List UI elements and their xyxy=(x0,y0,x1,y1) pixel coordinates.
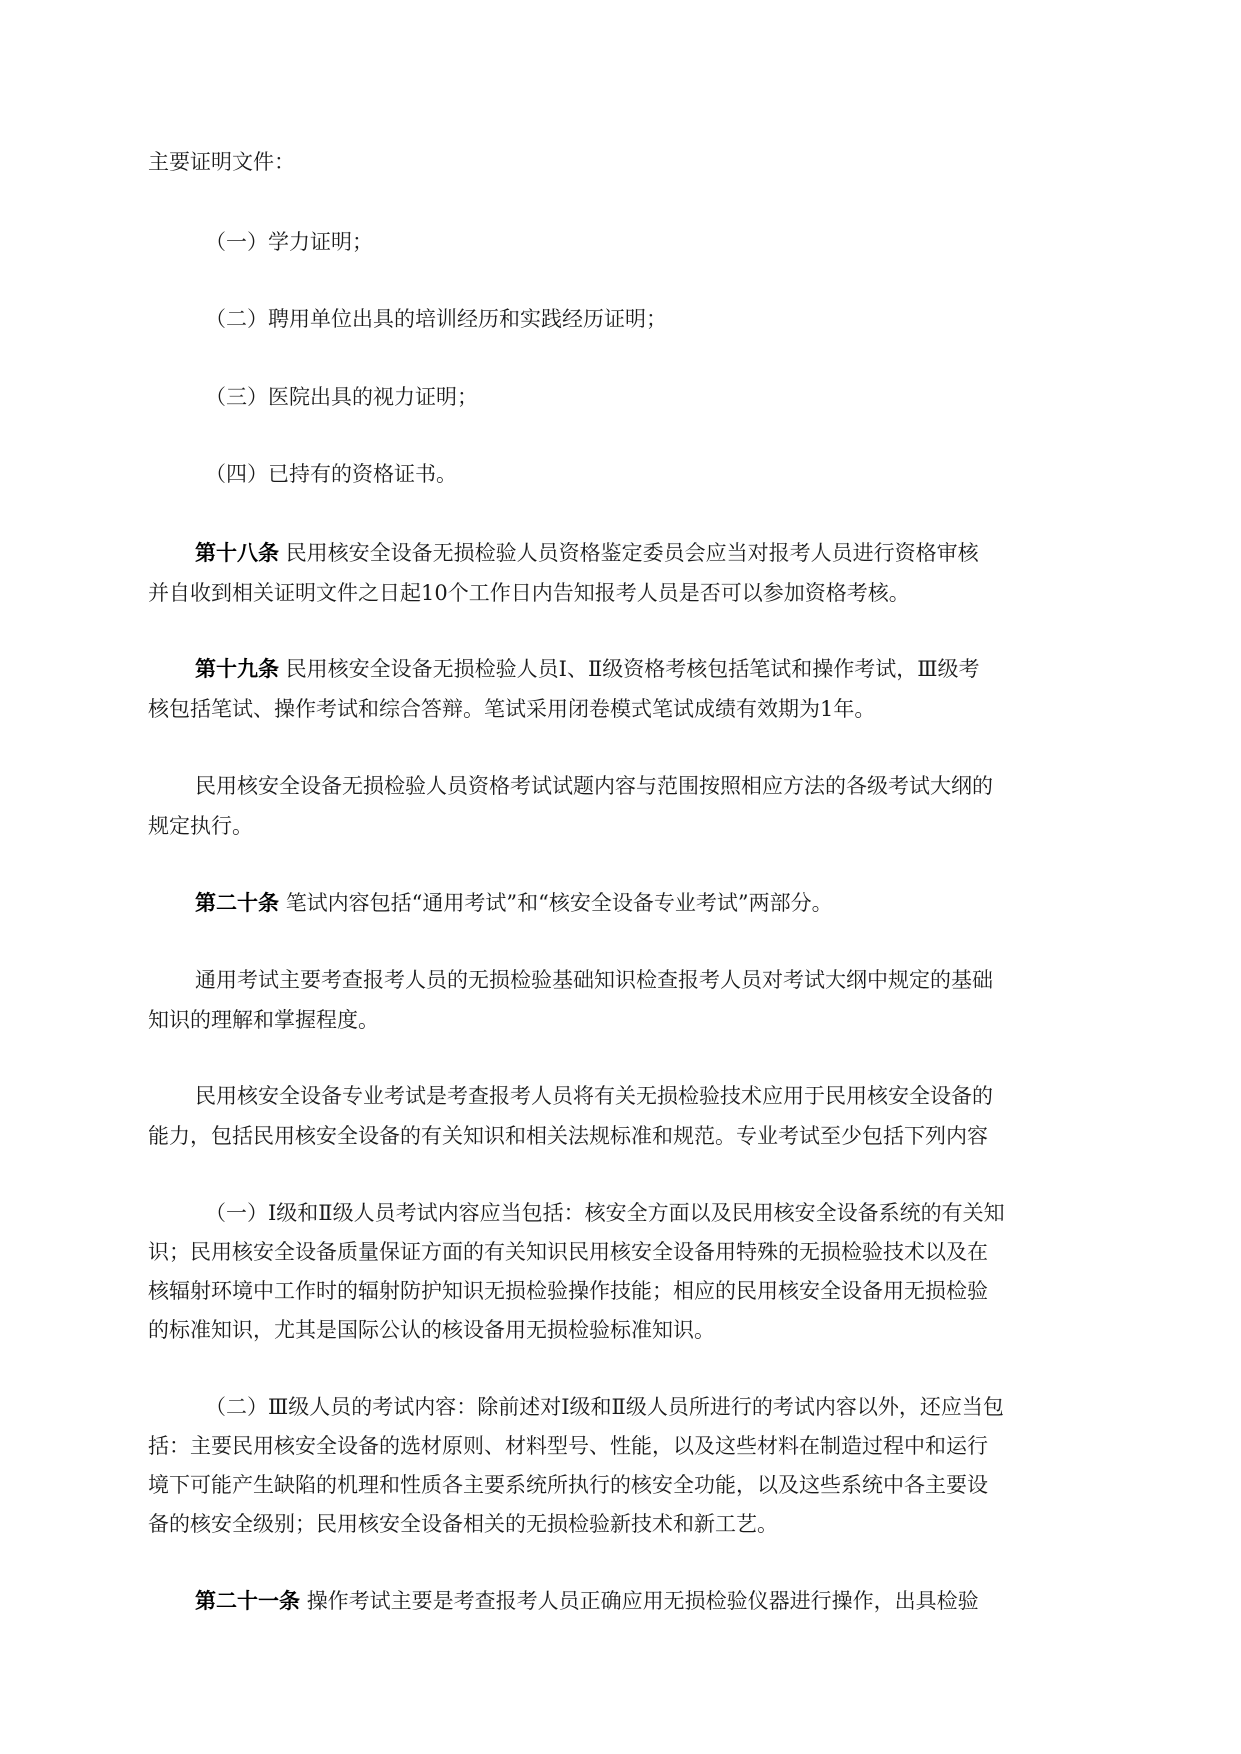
list-item-1: （一）学力证明； xyxy=(205,230,373,254)
article-20-item-1-line-1: （一）Ⅰ级和Ⅱ级人员考试内容应当包括：核安全方面以及民用核安全设备系统的有关知 xyxy=(205,1201,1005,1225)
article-18-heading: 第十八条 xyxy=(195,540,279,565)
list-item-3: （三）医院出具的视力证明； xyxy=(205,385,478,409)
article-20-item-2-line-4: 备的核安全级别；民用核安全设备相关的无损检验新技术和新工艺。 xyxy=(148,1512,778,1536)
article-20-text: 笔试内容包括“通用考试”和“核安全设备专业考试”两部分。 xyxy=(285,891,833,915)
article-19-p2-line-1: 民用核安全设备无损检验人员资格考试试题内容与范围按照相应方法的各级考试大纲的 xyxy=(195,774,993,798)
article-19-line-1 xyxy=(195,653,980,683)
list-item-4: （四）已持有的资格证书。 xyxy=(205,462,457,486)
article-18-text: 民用核安全设备无损检验人员资格鉴定委员会应当对报考人员进行资格审核 xyxy=(285,541,979,565)
article-20-item-1-line-3: 核辐射环境中工作时的辐射防护知识无损检验操作技能；相应的民用核安全设备用无损检验 xyxy=(148,1279,988,1303)
article-20-item-2-line-2: 括：主要民用核安全设备的选材原则、材料型号、性能，以及这些材料在制造过程中和运行 xyxy=(148,1434,988,1458)
text-body xyxy=(148,0,1116,1754)
article-20-item-1-line-4: 的标准知识，尤其是国际公认的核设备用无损检验标准知识。 xyxy=(148,1318,715,1342)
article-21-line-1 xyxy=(195,1585,979,1615)
article-20-item-1-line-2: 识；民用核安全设备质量保证方面的有关知识民用核安全设备用特殊的无损检验技术以及在 xyxy=(148,1240,988,1264)
article-19-line-2: 核包括笔试、操作考试和综合答辩。笔试采用闭卷模式笔试成绩有效期为1年。 xyxy=(148,697,876,721)
article-21-text: 操作考试主要是考查报考人员正确应用无损检验仪器进行操作，出具检验 xyxy=(306,1589,979,1613)
article-20-item-2-line-1: （二）Ⅲ级人员的考试内容：除前述对Ⅰ级和Ⅱ级人员所进行的考试内容以外，还应当包 xyxy=(205,1395,1004,1419)
paragraph-intro: 主要证明文件： xyxy=(148,150,295,174)
article-19-text: 民用核安全设备无损检验人员Ⅰ、Ⅱ级资格考核包括笔试和操作考试，Ⅲ级考 xyxy=(285,657,980,681)
article-21-heading: 第二十一条 xyxy=(195,1588,300,1613)
article-20-p2-line-2: 知识的理解和掌握程度。 xyxy=(148,1008,379,1032)
article-19-p2-line-2: 规定执行。 xyxy=(148,814,253,838)
article-19-heading: 第十九条 xyxy=(195,656,279,681)
article-20-item-2-line-3: 境下可能产生缺陷的机理和性质各主要系统所执行的核安全功能，以及这些系统中各主要设 xyxy=(148,1473,988,1497)
article-18-line-1 xyxy=(195,537,979,567)
article-20-line-1 xyxy=(195,887,833,917)
article-20-p3-line-2: 能力，包括民用核安全设备的有关知识和相关法规标准和规范。专业考试至少包括下列内容 xyxy=(148,1124,988,1148)
list-item-2: （二）聘用单位出具的培训经历和实践经历证明； xyxy=(205,307,667,331)
article-20-p2-line-1: 通用考试主要考查报考人员的无损检验基础知识检查报考人员对考试大纲中规定的基础 xyxy=(195,968,993,992)
article-18-line-2: 并自收到相关证明文件之日起10个工作日内告知报考人员是否可以参加资格考核。 xyxy=(148,581,910,605)
article-20-p3-line-1: 民用核安全设备专业考试是考查报考人员将有关无损检验技术应用于民用核安全设备的 xyxy=(195,1084,993,1108)
article-20-heading: 第二十条 xyxy=(195,890,279,915)
